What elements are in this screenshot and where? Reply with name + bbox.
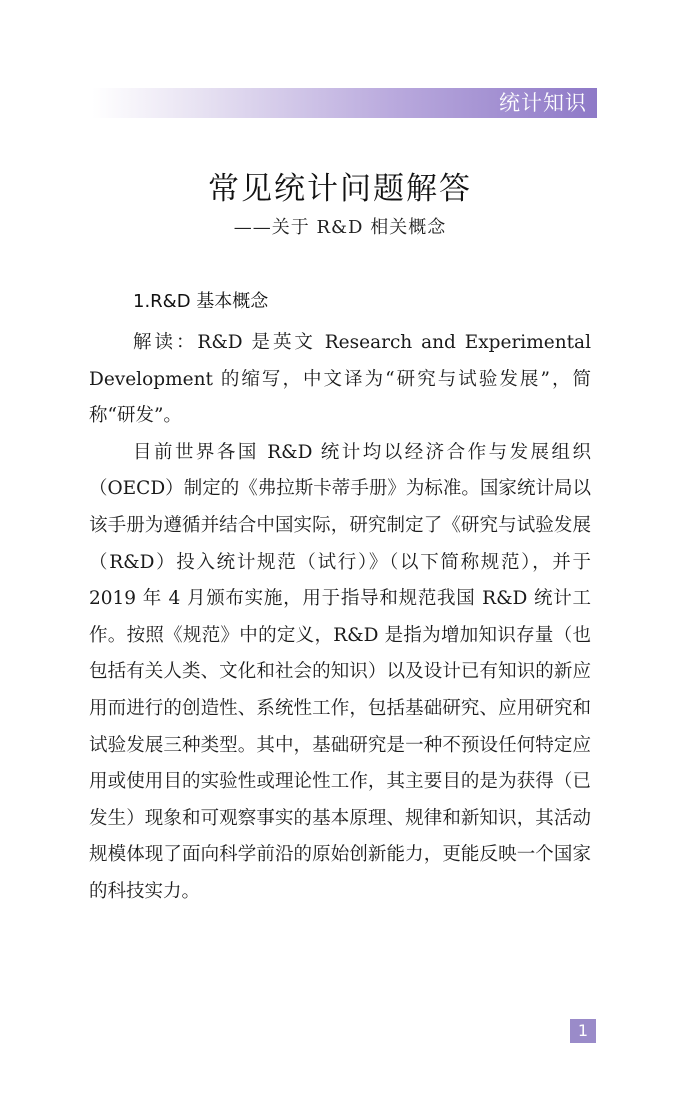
article-body (89, 285, 591, 911)
page-title: 常见统计问题解答 (208, 171, 472, 207)
header-band (92, 88, 597, 118)
section-category-label: 统计知识 (499, 91, 587, 115)
section-heading: 1.R&D 基本概念 (133, 291, 269, 312)
page-subtitle: ——关于 R&D 相关概念 (233, 217, 447, 238)
page-number: 1 (570, 1019, 596, 1043)
paragraph-definition: 解读：R&D 是英文 Research and Experimental Development 的缩写，中文译为“研究与试验发展”，简称“研发”。 (89, 332, 591, 427)
paragraph-standard: 目前世界各国 R&D 统计均以经济合作与发展组织（OECD）制定的《弗拉斯卡蒂手册》为标准。国家统计局以该手册为遵循并结合中国实际，研究制定了《研究与试验发展（R&D）投入统计规范（试行）》（以下简称规范），并于 2019 年 4 月颁布实施，用于指导和规范我国 R&D 统计工作。按照《规范》中的定义，R&D 是指为增加知识存量（也包括有关人类、文化和社会的知识）以及设计已有知识的新应用而进行的创造性、系统性工作，包括基础研究、应用研究和试验发展三种类型。其中，基础研究是一种不预设任何特定应用或使用目的实验性或理论性工作，其主要目的是为获得（已发生）现象和可观察事实的基本原理、规律和新知识，其活动规模体现了面向科学前沿的原始创新能力，更能反映一个国家的科技实力。 (89, 441, 591, 902)
